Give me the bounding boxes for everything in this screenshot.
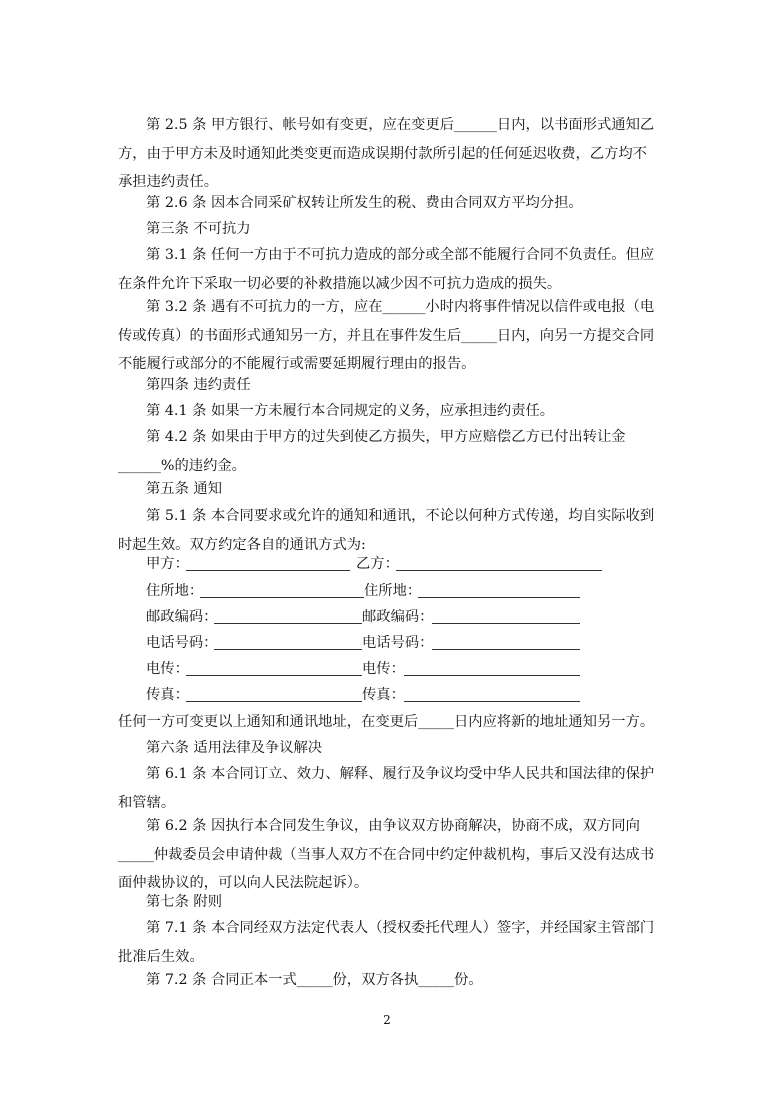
- party-b-label: 乙方：: [356, 556, 399, 572]
- article-5-heading: 第五条 通知: [146, 481, 223, 497]
- clause-6-2: 第 6.2 条 因执行本合同发生争议，由争议双方协商解决，协商不成，双方同向_____仲裁委员会申请仲裁（当事人双方不在合同中约定仲裁机构，事后又没有达成书面仲裁协议的，可以向人民法院起诉）。: [118, 818, 655, 891]
- article-4-heading: 第四条 违约责任: [146, 377, 251, 393]
- telex-b-blank: [404, 675, 580, 676]
- clause-3-1: 第 3.1 条 任何一方由于不可抗力造成的部分或全部不能履行合同不负责任。但应在条件允许下采取一切必要的补救措施以减少因不可抗力造成的损失。: [118, 247, 655, 292]
- clause-7-1: 第 7.1 条 本合同经双方法定代表人（授权委托代理人）签字，并经国家主管部门批准后生效。: [118, 920, 655, 965]
- telex-a-blank: [186, 675, 362, 676]
- postcode-a-blank: [214, 623, 362, 624]
- article-7-heading: 第七条 附则: [146, 894, 223, 910]
- address-a-label: 住所地：: [146, 583, 204, 599]
- article-3-heading: 第三条 不可抗力: [146, 221, 251, 237]
- address-b-blank: [418, 597, 580, 598]
- phone-b-blank: [432, 649, 580, 650]
- postcode-a-label: 邮政编码：: [146, 609, 218, 625]
- clause-6-1: 第 6.1 条 本合同订立、效力、解释、履行及争议均受中华人民共和国法律的保护和管辖。: [118, 766, 655, 811]
- contact-row-address: [146, 580, 666, 602]
- clause-4-1: 第 4.1 条 如果一方未履行本合同规定的义务，应承担违约责任。: [146, 403, 555, 419]
- address-b-label: 住所地：: [364, 583, 422, 599]
- contact-row-phone: [146, 632, 666, 654]
- contact-row-postcode: [146, 606, 666, 628]
- clause-3-2: 第 3.2 条 遇有不可抗力的一方，应在______小时内将事件情况以信件或电报（电传或传真）的书面形式通知另一方，并且在事件发生后_____日内，向另一方提交合同不能履行或部分的不能履行或需要延期履行理由的报告。: [118, 299, 655, 372]
- clause-2-6: 第 2.6 条 因本合同采矿权转让所发生的税、费由合同双方平均分担。: [146, 195, 583, 211]
- telex-a-label: 电传：: [146, 661, 189, 677]
- party-b-blank: [396, 570, 602, 571]
- fax-b-blank: [404, 701, 580, 702]
- clause-4-2: 第 4.2 条 如果由于甲方的过失到使乙方损失，甲方应赔偿乙方已付出转让金______%的违约金。: [118, 429, 626, 474]
- postcode-b-blank: [432, 623, 580, 624]
- article-6-heading: 第六条 适用法律及争议解决: [146, 740, 323, 756]
- page-number: 2: [383, 1013, 391, 1027]
- phone-a-label: 电话号码：: [146, 635, 218, 651]
- contact-change-note: 任何一方可变更以上通知和通讯地址，在变更后_____日内应将新的地址通知另一方。: [118, 714, 655, 730]
- telex-b-label: 电传：: [362, 661, 405, 677]
- clause-7-2: 第 7.2 条 合同正本一式_____份，双方各执_____份。: [146, 972, 483, 988]
- address-a-blank: [200, 597, 364, 598]
- clause-5-1: 第 5.1 条 本合同要求或允许的通知和通讯，不论以何种方式传递，均自实际收到时起生效。双方约定各自的通讯方式为:: [118, 508, 655, 553]
- postcode-b-label: 邮政编码：: [362, 609, 434, 625]
- contact-row-telex: [146, 658, 666, 680]
- clause-2-5: 第 2.5 条 甲方银行、帐号如有变更，应在变更后______日内，以书面形式通知乙方，由于甲方未及时通知此类变更而造成误期付款所引起的任何延迟收费，乙方均不承担违约责任。: [118, 117, 655, 190]
- party-a-blank: [186, 570, 350, 571]
- fax-a-blank: [186, 701, 362, 702]
- party-a-label: 甲方：: [146, 556, 189, 572]
- contact-row-fax: [146, 684, 666, 706]
- fax-a-label: 传真：: [146, 687, 189, 703]
- fax-b-label: 传真：: [362, 687, 405, 703]
- phone-a-blank: [214, 649, 362, 650]
- contact-row-parties: [146, 553, 666, 575]
- phone-b-label: 电话号码：: [362, 635, 434, 651]
